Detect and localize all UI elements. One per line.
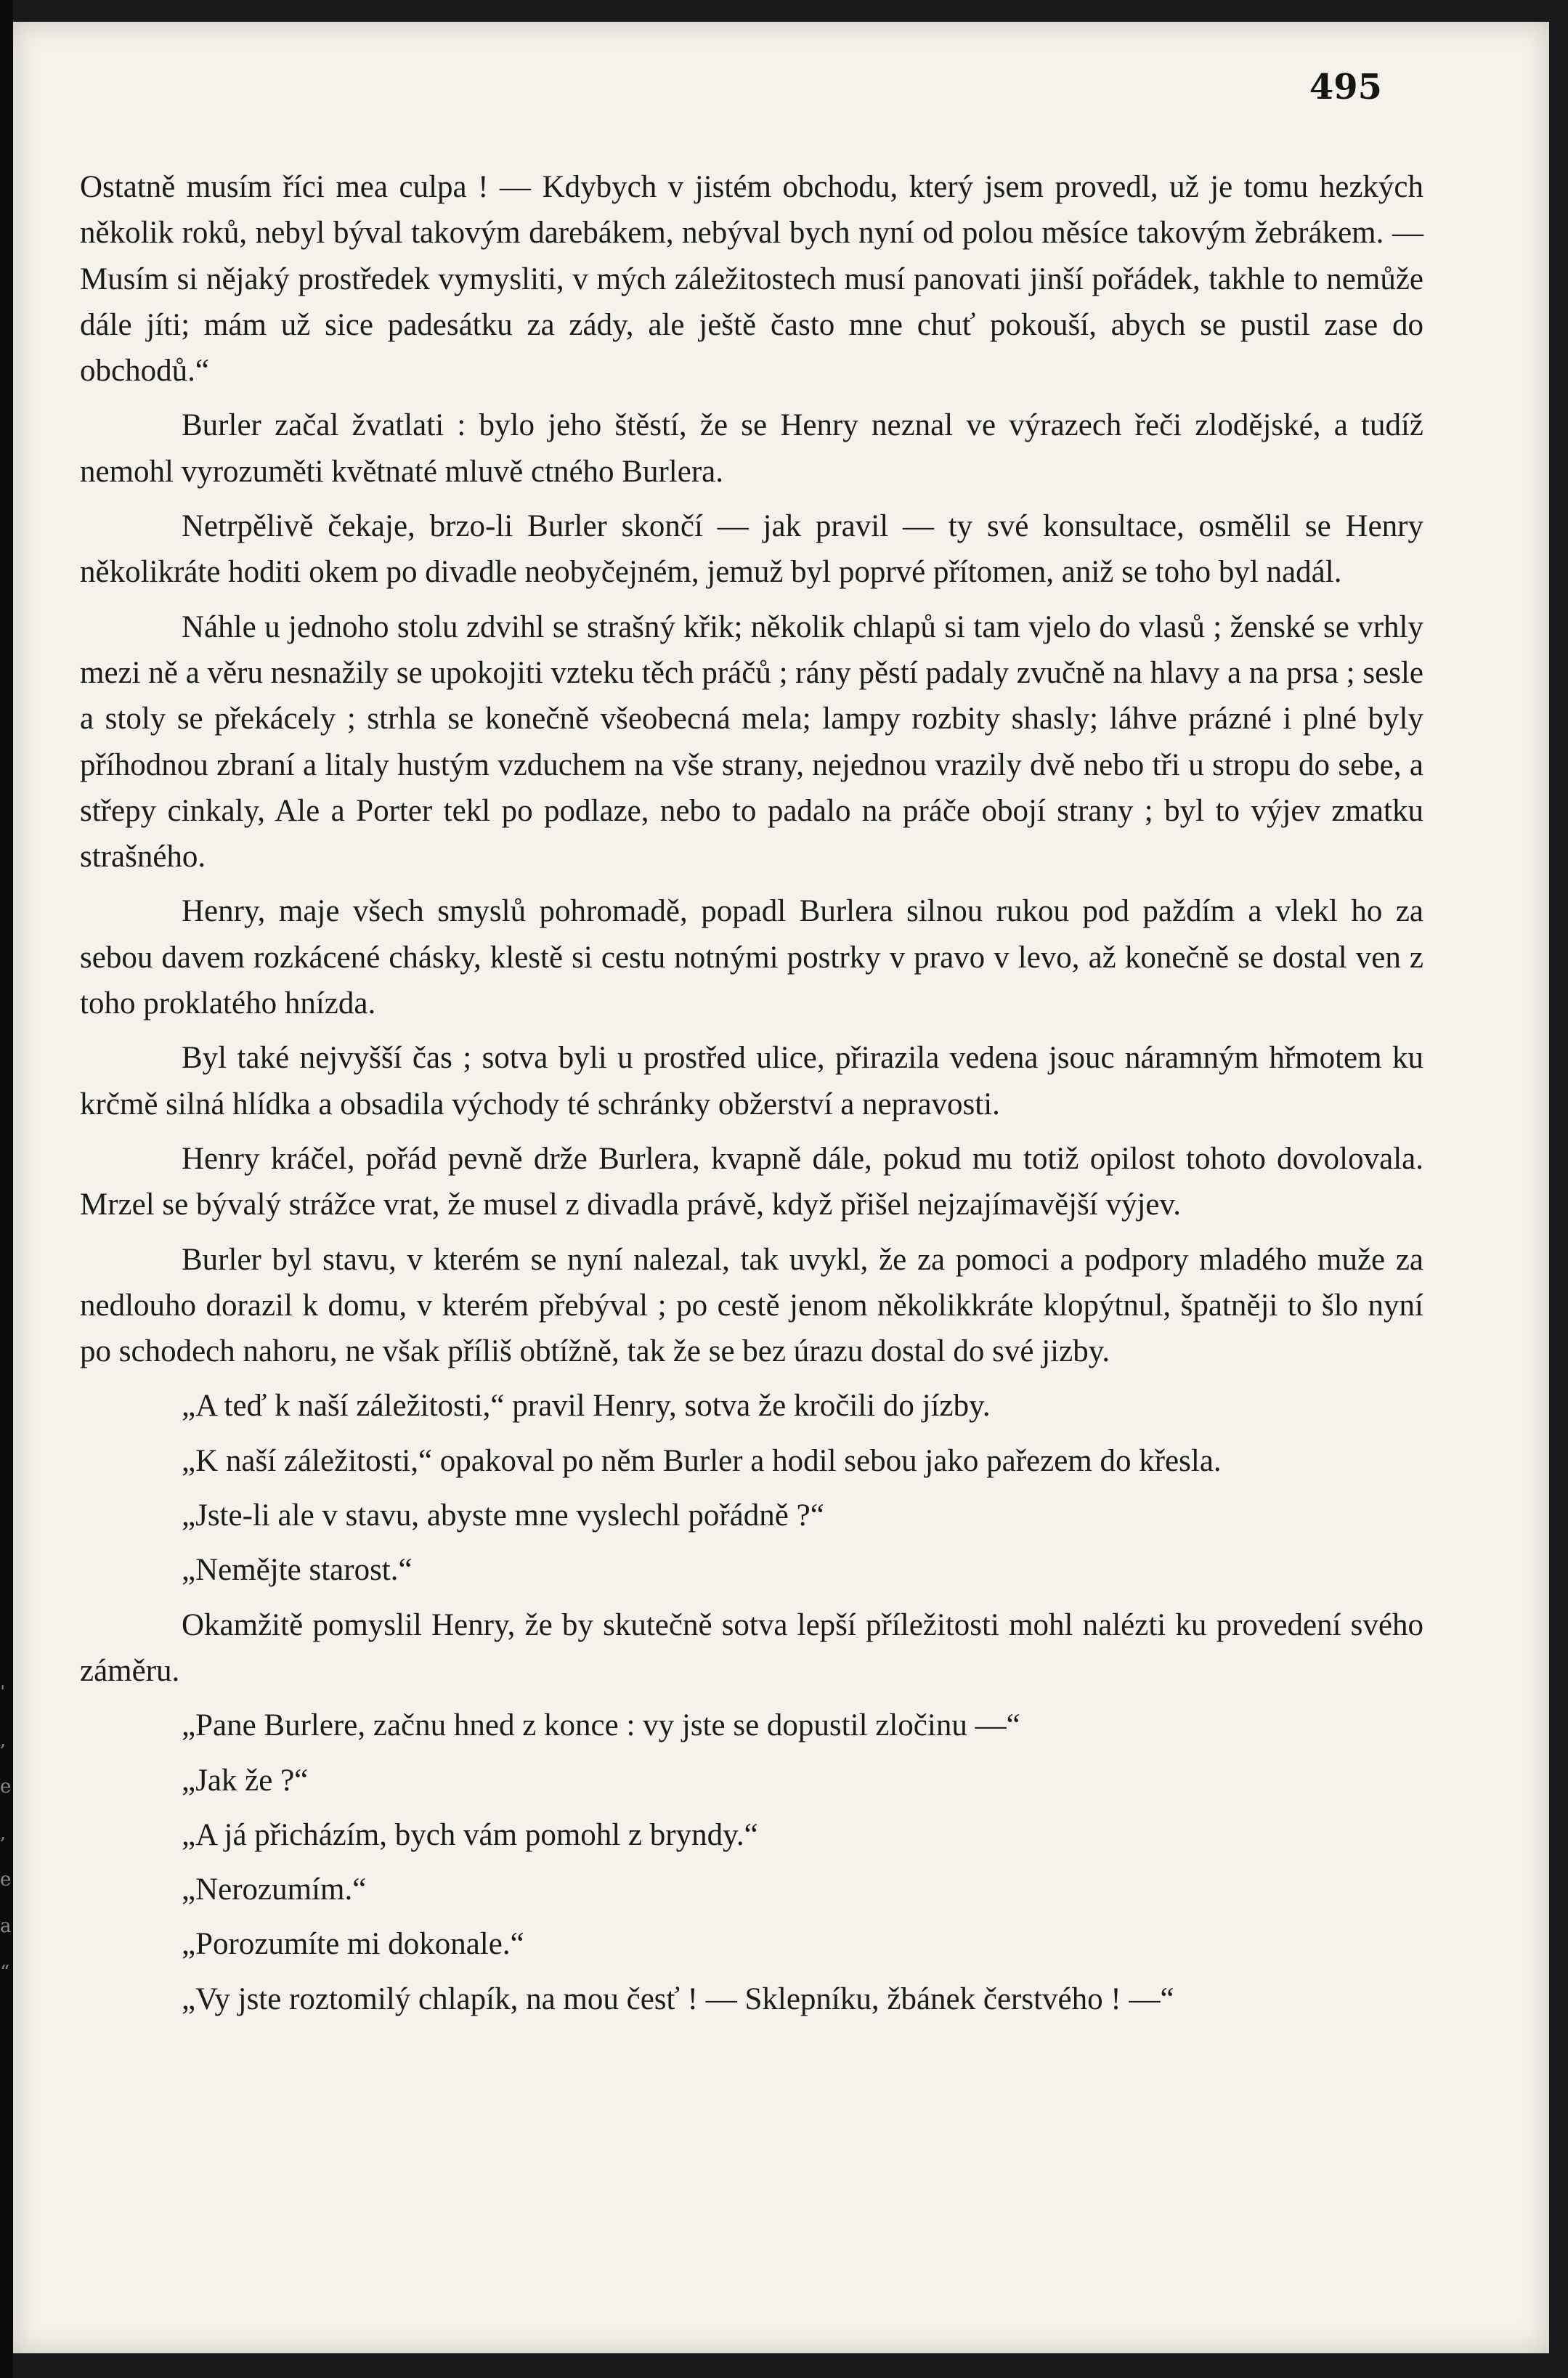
paragraph: Byl také nejvyšší čas ; sotva byli u prostřed ulice, přirazila vedena jsouc náramným hřmotem ku krčmě silná hlídka a obsadila východy té schránky obžerství a nepravosti. (80, 1041, 1423, 1121)
page-text (80, 164, 1423, 2031)
paragraph: Náhle u jednoho stolu zdvihl se strašný křik; několik chlapů si tam vjelo do vlasů ; ženské se vrhly mezi ně a věru nesnažily se upokojiti vzteku těch práčů ; rány pěstí padaly zvučně na hlavy a na prsa ; sesle a stoly se překácely ; strhla se konečně všeobecná mela; lampy rozbity shasly; láhve prázné i plné byly příhodnou zbraní a litaly hustým vzduchem na vše strany, nejednou vrazily dvě nebo tři u stropu do sebe, a střepy cinkaly, Ale a Porter tekl po podlaze, nebo to padalo na práče obojí strany ; byl to výjev zmatku strašného. (80, 609, 1423, 874)
dialogue-line: „Nerozumím.“ (182, 1872, 367, 1907)
margin-mark: e (0, 1869, 12, 1891)
paragraph: Burler byl stavu, v kterém se nyní nalezal, tak uvykl, že za pomoci a podpory mladého muže za nedlouho dorazil k domu, v kterém přebýval ; po cestě jenom několikkráte klopýtnul, špatněji to šlo nyní po schodech nahoru, ne však příliš obtížně, tak že se bez úrazu dostal do své jizby. (80, 1242, 1423, 1369)
paragraph: Henry kráčel, pořád pevně drže Burlera, kvapně dále, pokud mu totiž opilost tohoto dovolovala. Mrzel se bývalý strážce vrat, že musel z divadla právě, když přišel nejzajímavější výjev. (80, 1141, 1423, 1222)
margin-mark: a (0, 1915, 12, 1937)
dialogue-line: „A já přicházím, bych vám pomohl z bryndy.“ (182, 1817, 758, 1852)
margin-mark: , (0, 1729, 7, 1751)
dialogue-line: „Pane Burlere, začnu hned z konce : vy jste se dopustil zločinu —“ (182, 1708, 1020, 1743)
paragraph: Burler začal žvatlati : bylo jeho štěstí, že se Henry neznal ve výrazech řeči zlodějské, a tudíž nemohl vyrozuměti květnaté mluvě ctného Burlera. (80, 408, 1423, 489)
dialogue-line: „Porozumíte mi dokonale.“ (182, 1927, 524, 1962)
paragraph: Ostatně musím říci mea culpa ! — Kdybych v jistém obchodu, který jsem provedl, už je tomu hezkých několik roků, nebyl býval takovým darebákem, nebýval bych nyní od polou měsíce takovým žebrákem. — Musím si nějaký prostředek vymysliti, v mých záležitostech musí panovati jinší pořádek, takhle to nemůže dále jíti; mám už sice padesátku za zády, ale ještě často mne chuť pokouší, abych se pustil zase do obchodů.“ (80, 170, 1423, 389)
dialogue-line: „Vy jste roztomilý chlapík, na mou česť ! — Sklepníku, žbánek čerstvého ! —“ (182, 1981, 1174, 2016)
paragraph: Netrpělivě čekaje, brzo-li Burler skončí — jak pravil — ty své konsultace, osmělil se Henry několikráte hoditi okem po divadle neobyčejném, jemuž byl poprvé přítomen, aniž se toho byl nadál. (80, 509, 1423, 590)
margin-marks (0, 1671, 13, 1996)
margin-mark: , (0, 1822, 7, 1844)
margin-mark: ˈ (0, 1683, 6, 1705)
scan-left-edge (0, 0, 13, 2378)
page-number: 495 (1309, 67, 1382, 107)
paragraph: Henry, maje všech smyslů pohromadě, popadl Burlera silnou rukou pod paždím a vlekl ho za sebou davem rozkácené chásky, klestě si cestu notnými postrky v pravo v levo, až konečně se dostal ven z toho proklatého hnízda. (80, 894, 1423, 1021)
dialogue-line: „Jste-li ale v stavu, abyste mne vyslechl pořádně ?“ (182, 1498, 824, 1533)
dialogue-line: „Jak že ?“ (182, 1763, 309, 1798)
dialogue-line: „K naší záležitosti,“ opakoval po něm Burler a hodil sebou jako pařezem do křesla. (182, 1443, 1222, 1478)
dialogue-line: „A teď k naší záležitosti,“ pravil Henry, sotva že kročili do jízby. (182, 1389, 991, 1424)
margin-mark: “ (0, 1962, 10, 1984)
margin-mark: e (0, 1776, 12, 1798)
paragraph: Okamžitě pomyslil Henry, že by skutečně sotva lepší příležitosti mohl nalézti ku provedení svého záměru. (80, 1607, 1423, 1688)
dialogue-line: „Nemějte starost.“ (182, 1553, 413, 1588)
book-page (13, 22, 1549, 2353)
